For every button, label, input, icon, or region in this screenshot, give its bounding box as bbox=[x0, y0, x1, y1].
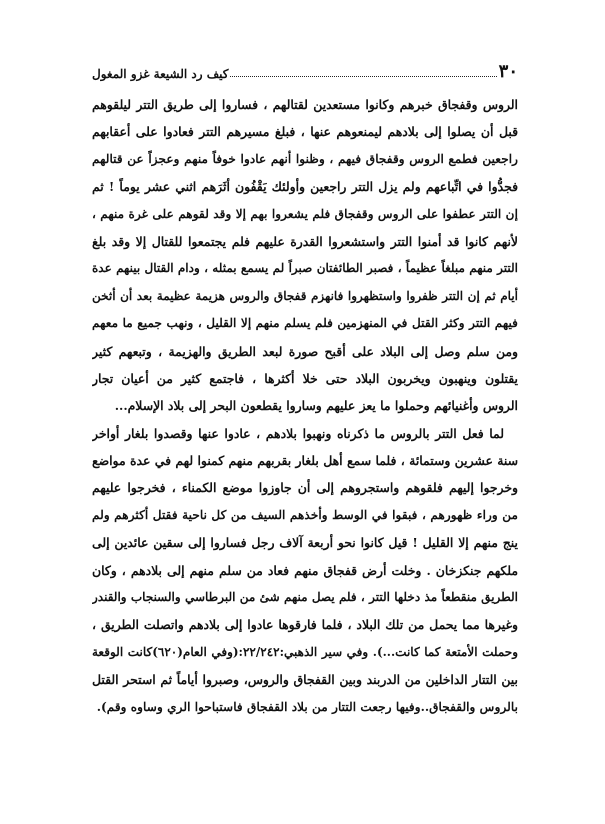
page-number: ٣٠ bbox=[498, 61, 518, 82]
text-line: التتر منهم مبلغاً عظيماً ، فصبر الطائفتان صبراً لم يسمع بمثله ، ودام القتال بينهم عدة bbox=[92, 261, 518, 276]
text-line: قبل أن يصلوا إلى بلادهم ليمنعوهم عنها ، فبلغ مسيرهم التتر فعادوا على أعقابهم bbox=[92, 124, 518, 140]
text-line: بالروس والقفجاق..وفيها رجعت التتار من بلاد القفجاق فاستباحوا الري وساوه وقم). bbox=[96, 699, 518, 714]
text-line: فيهم التتر وكثر القتل في المنهزمين فلم يسلم منهم إلا القليل ، ونهب جميع ما معهم bbox=[92, 316, 518, 331]
text-line: الطريق منقطعاً مذ دخلها التتر ، فلم يصل منهم شئ من البرطاسي والسنجاب والقندر bbox=[92, 590, 518, 605]
text-line: من وراء ظهورهم ، فبقوا في الوسط وأخذهم السيف من كل ناحية فقتل أكثرهم ولم bbox=[92, 507, 518, 522]
text-line: ومن سلم وصل إلى البلاد على أقبح صورة لبعد الطريق والهزيمة ، وتبعهم كثير bbox=[92, 343, 518, 359]
running-title: كيف رد الشيعة غزو المغول bbox=[92, 67, 229, 81]
text-line: ملكهم جنكزخان . وخلت أرض قفجاق منهم فعاد من سلم منهم إلى بلادهم ، وكان bbox=[92, 562, 518, 578]
paragraph bbox=[92, 420, 518, 721]
text-line: لما فعل التتر بالروس ما ذكرناه ونهبوا بلادهم ، عادوا عنها وقصدوا بلغار أواخر bbox=[92, 425, 504, 441]
body-text bbox=[92, 91, 518, 721]
text-line: بين التتار الداخلين من الدربند وبين القفجاق والروس، وصبروا أياماً ثم استحر القتل bbox=[92, 672, 518, 688]
header-dotted-leader bbox=[230, 75, 496, 77]
text-line: لأنهم كانوا قد أمنوا التتر واستشعروا القدرة عليهم فلم يجتمعوا للقتال إلا وقد بلغ bbox=[92, 233, 518, 249]
text-line: وخرجوا إليهم فلقوهم واستجروهم إلى أن جاوزوا موضع الكمناء ، فخرجوا عليهم bbox=[92, 480, 518, 496]
text-line: سنة عشرين وستمائة ، فلما سمع أهل بلغار بقربهم منهم كمنوا لهم في عدة مواضع bbox=[92, 453, 518, 469]
text-line: ينج منهم إلا القليل ! قيل كانوا نحو أربعة آلاف رجل فساروا إلى سقين عائدين إلى bbox=[92, 535, 518, 551]
text-line: الروس وقفجاق خبرهم وكانوا مستعدين لقتالهم ، فساروا إلى طريق التتر ليلقوهم bbox=[92, 97, 518, 112]
text-line: أيام ثم إن التتر ظفروا واستظهروا فانهزم قفجاق والروس هزيمة عظيمة بعد أن أثخن bbox=[92, 288, 518, 303]
text-line: فجدُّوا في اتِّباعهم ولم يزل التتر راجعين وأولئك يَقْفُون أثَرَهم اثني عشر يوماً ! ثم bbox=[92, 179, 518, 195]
text-line: وحملت الأمتعة كما كانت...). وفي سير الذهبي:٢٢/٢٤٢:(وفي العام(٦٢٠)كانت الوقعة bbox=[92, 644, 518, 659]
page-header bbox=[92, 55, 518, 81]
text-line: إن التتر عطفوا على الروس وقفجاق فلم يشعروا بهم إلا وقد لقوهم على غرة منهم ، bbox=[92, 206, 518, 221]
paragraph bbox=[92, 91, 518, 420]
text-line: وغيرها مما يحمل من تلك البلاد ، فلما فارقوها عادوا إلى بلادهم واتصلت الطريق ، bbox=[92, 617, 518, 633]
text-line: يقتلون وينهبون ويخربون البلاد حتى خلا أكثرها ، فاجتمع كثير من أعيان تجار bbox=[92, 370, 518, 386]
text-line: الروس وأغنيائهم وحملوا ما يعز عليهم وساروا يقطعون البحر إلى بلاد الإسلام... bbox=[114, 398, 518, 414]
text-line: راجعين فطمع الروس وقفجاق فيهم ، وظنوا أنهم عادوا خوفاً منهم وعجزاً عن قتالهم bbox=[92, 151, 518, 166]
